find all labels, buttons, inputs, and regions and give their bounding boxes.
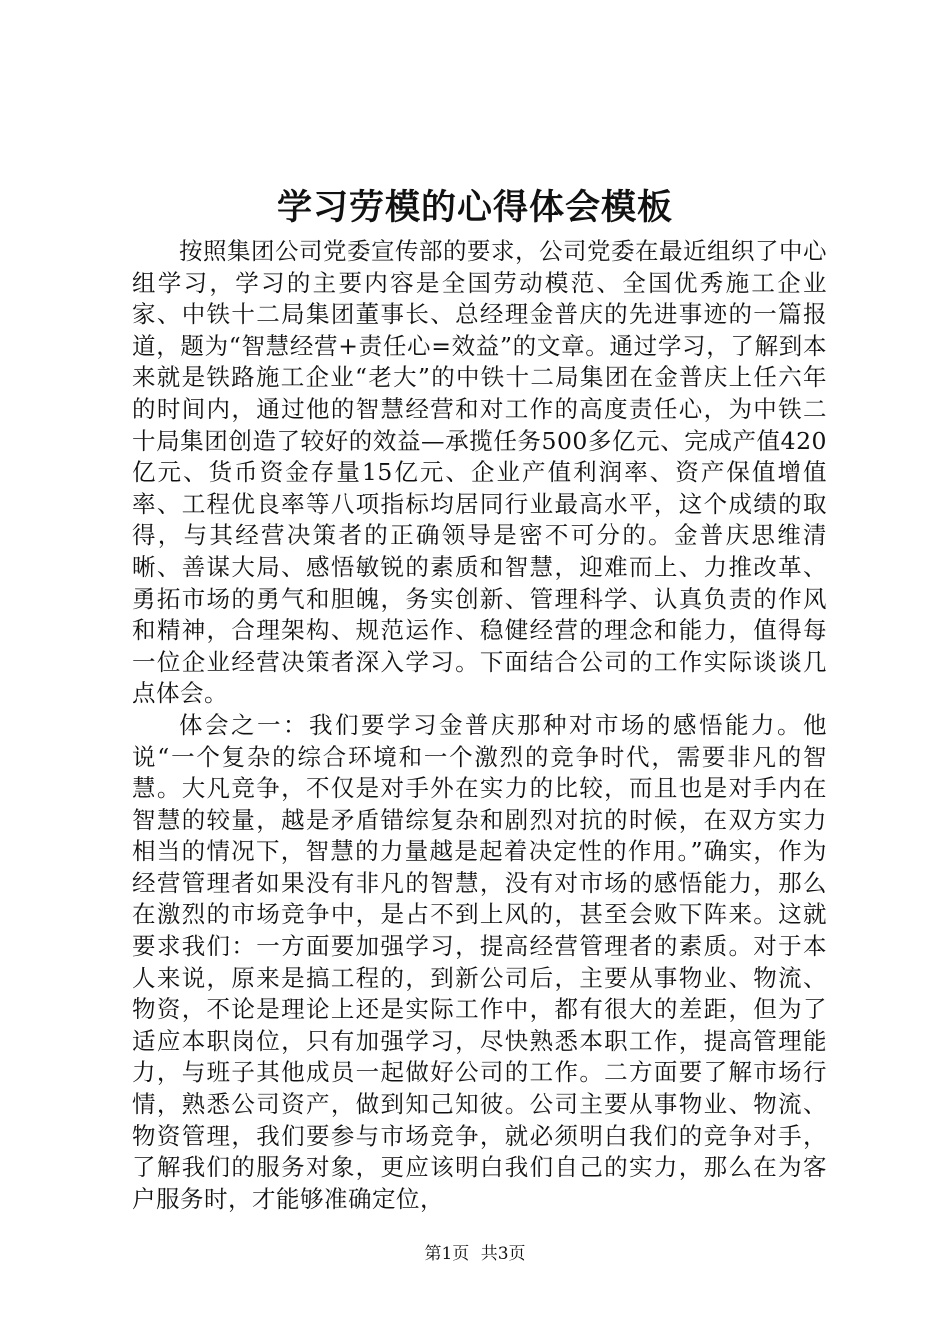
paragraph-insight-one: 体会之一：我们要学习金普庆那种对市场的感悟能力。他说“一个复杂的综合环境和一个激烈的竞争时代，需要非凡的智慧。大凡竞争，不仅是对手外在实力的比较，而且也是对手内在智慧的较量，越是矛盾错综复杂和剧烈对抗的时候，在双方实力相当的情况下，智慧的力量越是起着决定性的作用。”确实，作为经营管理者如果没有非凡的智慧，没有对市场的感悟能力，那么在激烈的市场竞争中，是占不到上风的，甚至会败下阵来。这就要求我们：一方面要加强学习，提高经营管理者的素质。对于本人来说，原来是搞工程的，到新公司后，主要从事物业、物流、物资，不论是理论上还是实际工作中，都有很大的差距，但为了适应本职岗位，只有加强学习，尽快熟悉本职工作，提高管理能力，与班子其他成员一起做好公司的工作。二方面要了解市场行情，熟悉公司资产，做到知己知彼。公司主要从事物业、物流、物资管理，我们要参与市场竞争，就必须明白我们的竞争对手，了解我们的服务对象，更应该明白我们自己的实力，那么在为客户服务时，才能够准确定位， (132, 710, 827, 1213)
page-footer (0, 1242, 950, 1266)
document-title: 学习劳模的心得体会模板 (276, 187, 673, 228)
document-body (132, 236, 827, 1215)
paragraph-intro: 按照集团公司党委宣传部的要求，公司党委在最近组织了中心组学习，学习的主要内容是全国劳动模范、全国优秀施工企业家、中铁十二局集团董事长、总经理金普庆的先进事迹的一篇报道，题为“智慧经营+责任心=效益”的文章。通过学习，了解到本来就是铁路施工企业“老大”的中铁十二局集团在金普庆上任六年的时间内，通过他的智慧经营和对工作的高度责任心，为中铁二十局集团创造了较好的效益—承揽任务500多亿元、完成产值420亿元、货币资金存量15亿元、企业产值利润率、资产保值增值率、工程优良率等八项指标均居同行业最高水平，这个成绩的取得，与其经营决策者的正确领导是密不可分的。金普庆思维清晰、善谋大局、感悟敏锐的素质和智慧，迎难而上、力推改革、勇拓市场的勇气和胆魄，务实创新、管理科学、认真负责的作风和精神，合理架构、规范运作、稳健经营的理念和能力，值得每一位企业经营决策者深入学习。下面结合公司的工作实际谈谈几点体会。 (132, 237, 827, 708)
page-total: 共3页 (480, 1244, 526, 1264)
page-number: 第1页 (424, 1244, 470, 1264)
